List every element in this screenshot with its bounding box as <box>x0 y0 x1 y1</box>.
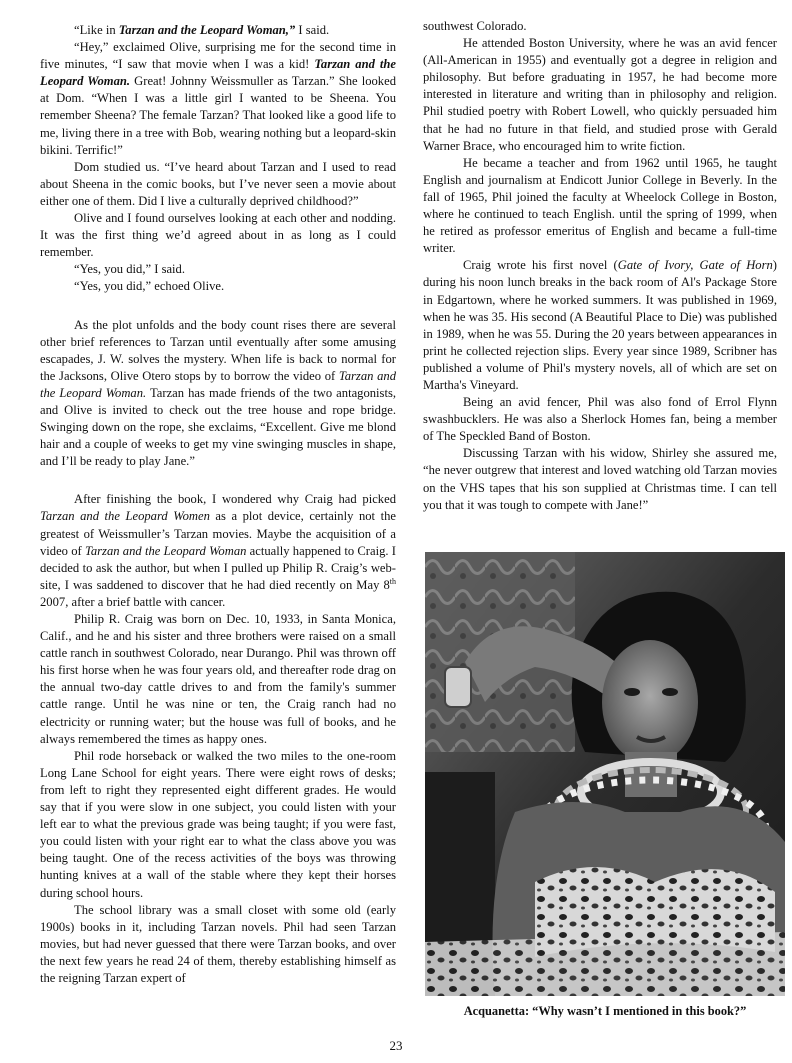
text-run: ) during his noon lunch breaks in the back room of Al's Package Store in Edgartown, where he worked summers. It was published in 1969, when he was 35. His second (A Beautiful Place to Die) was published in 1989, when he was 55. During the 20 years between appearances in print he collected rejection slips. Every year since 1989, Scribner has published a volume of Phil's mystery novels, all of which are set on Martha's Vineyard. <box>423 258 777 392</box>
text-run: actually happened to Craig. I decided to ask the author, but when I pulled up Philip R. Craig’s web-site, I was saddened to discover that he had died recently on May 8 <box>40 543 396 592</box>
portrait-illustration <box>425 552 785 996</box>
paragraph: Dom studied us. “I’ve heard about Tarzan and I used to read about Sheena in the comic books, but I’ve never seen a movie about either one of them. Did I live a culturally deprived childhood?” <box>40 159 396 208</box>
text-run: I said. <box>295 23 330 37</box>
movie-title: Tarzan and the Leopard Woman,” <box>118 23 296 37</box>
text-run: “Hey,” exclaimed Olive, surprising me for the second time in five minutes, “I saw that movie when I was a kid! <box>40 40 396 72</box>
text-run: “Like in <box>74 23 119 37</box>
paragraph <box>40 491 396 611</box>
paragraph: Olive and I found ourselves looking at each other and nodding. It was the first thing we’d agreed about in as long as I could remember. <box>40 211 396 260</box>
right-column <box>423 18 777 514</box>
text-run: After finishing the book, I wondered why Craig had picked <box>74 492 396 507</box>
text-run: Great! Johnny Weissmuller as Tarzan.” She looked at Dom. “When I was a little girl I wanted to be Sheena. You remember Sheena? The female Tarzan? That looked like a good life to me, living there in a tree with Bob, wearing nothing but a leopard-skin bikini. Terrific!” <box>40 74 396 157</box>
paragraph: Discussing Tarzan with his widow, Shirley she assured me, “he never outgrew that interest and loved watching old Tarzan movies on the VHS tapes that his son supplied at Christmas time. I can tell you that it was tough to compete with Jane!” <box>423 446 777 512</box>
photo-caption: Acquanetta: “Why wasn’t I mentioned in this book?” <box>463 1004 747 1018</box>
paragraph <box>40 39 396 159</box>
text-run: Tarzan has made friends of the two antagonists, and Olive is invited to check out the tree house and rope bridge. Swinging down on the rope, she exclaims, “Excellent. Give me blond hair and a couple of weeks to get my vine swinging muscles in shape, and I’ll be ready to play Jane.” <box>40 385 396 469</box>
paragraph: Phil rode horseback or walked the two miles to the one-room Long Lane School for eight years. There were eight rows of desks; from left to right they represented eight different grades. He would say that if you were slow in one subject, you could listen with your left ear to what the previous grade was being taught; if you were fast, you could listen with your right ear to what the class above you was being taught. One of the recess activities of the boys was throwing hunting knives at a wall of the stable where they kept their horses during school hours. <box>40 748 396 900</box>
paragraph: The school library was a small closet with some old (early 1900s) books in it, including Tarzan novels. Phil had seen Tarzan movies, but had never guessed that there were Tarzan books, and over the next few years he read 24 of them, thereby establishing himself as the reigning Tarzan expert of <box>40 902 396 985</box>
text-run: Craig wrote his first novel ( <box>463 258 618 273</box>
superscript: th <box>389 576 396 586</box>
paragraph <box>40 22 396 39</box>
acquanetta-photo <box>425 552 785 996</box>
paragraph: He became a teacher and from 1962 until 1965, he taught English and journalism at Endicott Junior College in Beverly. In the fall of 1965, Phil joined the faculty at Wheelock College in Boston, where he continued to teach English. until the spring of 1999, when he retired as professor emeritus of English and became a full-time writer. <box>423 155 777 256</box>
movie-title: Tarzan and the Leopard Women <box>40 509 210 524</box>
text-run: 2007, after a brief battle with cancer. <box>40 594 226 609</box>
paragraph: southwest Colorado. <box>423 19 527 33</box>
movie-title: Tarzan and the Leopard Woman <box>85 543 247 558</box>
page-number: 23 <box>389 1038 403 1053</box>
paragraph <box>40 317 396 471</box>
text-run: As the plot unfolds and the body count rises there are several other brief references to Tarzan until eventually after some amusing escapades, J. W. solves the mystery. When life is back to normal for the Jacksons, Olive Otero stops by to borrow the video of <box>40 317 396 383</box>
left-column <box>40 22 396 987</box>
paragraph: He attended Boston University, where he was an avid fencer (All-American in 1955) and eventually got a degree in religion and philosophy. But before graduating in 1957, he had become more interested in literature and writing than in philosophy and religion. Phil studied poetry with Robert Lowell, who quickly persuaded him that he had no future in that field, and studied prose with Gerald Warner Brace, who encouraged him to write fiction. <box>423 36 777 153</box>
paragraph: Philip R. Craig was born on Dec. 10, 1933, in Santa Monica, Calif., and he and his sister and three brothers were raised on a small cattle ranch in southwest Colorado, near Durango. Phil was thrown off his first horse when he was four years old, and thereafter rode drag on the annual two-day cattle drives to and from the family's summer cattle range. Until he was nine or ten, the Craig ranch had no electricity or running water; but the house was full of books, and he always remembered the times as happy ones. <box>40 612 396 746</box>
paragraph <box>423 257 777 394</box>
paragraph: “Yes, you did,” I said. <box>74 262 186 277</box>
paragraph: Being an avid fencer, Phil was also fond of Errol Flynn swashbucklers. He was also a Sherlock Homes fan, being a member of The Speckled Band of Boston. <box>423 395 777 444</box>
book-title: Gate of Ivory, Gate of Horn <box>617 258 773 273</box>
text-run: as a plot device, certainly not the greatest of Weissmuller’s Tarzan movies. Maybe the acquisition of a video of <box>40 509 396 558</box>
paragraph: “Yes, you did,” echoed Olive. <box>74 279 225 294</box>
movie-title: Tarzan and the Leopard Woman. <box>40 368 396 400</box>
movie-title: Tarzan and the Leopard Woman. <box>40 57 396 89</box>
